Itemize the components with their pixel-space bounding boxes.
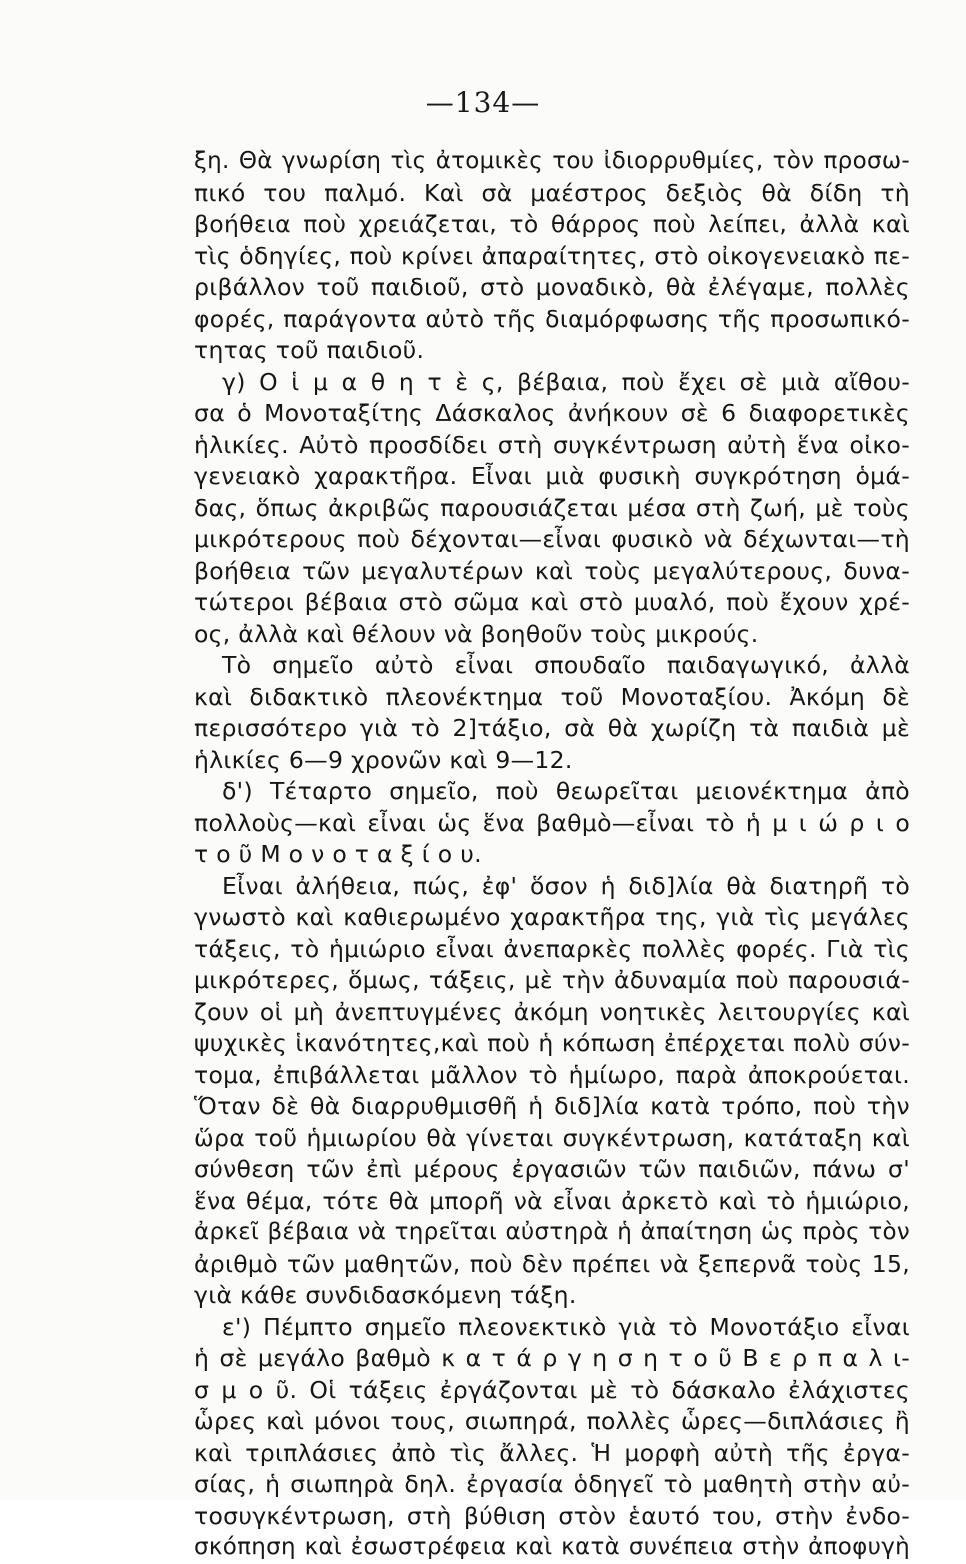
body-text [194,146,910,1564]
text-line: ὧρες καὶ μόνοι τους, σιωπηρά, πολλὲς ὧρες—διπλάσιες ἢ [194,1407,910,1435]
text-line: ἀριθμὸ τῶν μαθητῶν, ποὺ δὲν πρέπει νὰ ξεπερνᾶ τοὺς 15, [194,1249,910,1278]
text-line: σκόπηση καὶ ἐσωστρέφεια καὶ κατὰ συνέπεια στὴν ἀποφυγὴ [194,1534,910,1560]
text-line: φορές, παράγοντα αὐτὸ τῆς διαμόρφωσης τῆς προσωπικό- [194,304,910,333]
text-line: περισσότερο γιὰ τὸ 2]τάξιο, σὰ θὰ χωρίζη τὰ παιδιὰ μὲ [194,714,910,742]
text-line: ε') Πέμπτο σημεῖο πλεονεκτικὸ γιὰ τὸ Μονοτάξιο εἶναι [222,1312,910,1341]
text-line: ὥρα τοῦ ἡμιωρίου θὰ γίνεται συγκέντρωση, κατάταξη καὶ [194,1123,910,1152]
text-line: γενειακὸ χαρακτῆρα. Εἶναι μιὰ φυσικὴ συγκρότηση ὁμά- [194,462,910,490]
text-line: βοήθεια τῶν μεγαλυτέρων καὶ τοὺς μεγαλύτερους, δυνα- [194,556,910,585]
text-line: μικρότερες, ὅμως, τάξεις, μὲ τὴν ἀδυναμία ποὺ παρουσιά- [194,966,910,994]
text-line: τ ο ῦ Μ ο ν ο τ α ξ ί ο υ. [194,840,482,868]
text-line: ἀρκεῖ βέβαια νὰ τηρεῖται αὐστηρὰ ἡ ἀπαίτηση ὡς πρὸς τὸν [194,1219,910,1245]
text-line: μικρότερους ποὺ δέχονται—εἶναι φυσικὸ νὰ δέχωνται—τὴ [194,525,910,553]
text-line: σίας, ἡ σιωπηρὰ δηλ. ἐργασία ὁδηγεῖ τὸ μαθητὴ στὴν αὐ- [194,1470,910,1498]
text-line: καὶ τριπλάσιες ἀπὸ τὶς ἄλλες. Ἡ μορφὴ αὐτὴ τῆς ἐργα- [194,1438,910,1467]
text-line: ἡλικίες. Αὐτὸ προσδίδει στὴ συγκέντρωση αὐτὴ ἕνα οἰκο- [194,430,910,459]
text-line: τάξεις, τὸ ἡμιώριο εἶναι ἀνεπαρκὲς πολλὲς φορές. Γιὰ τὶς [194,934,910,963]
text-line: τώτεροι βέβαια στὸ σῶμα καὶ στὸ μυαλό, ποὺ ἔχουν χρέ- [194,588,910,616]
text-line: καὶ διδακτικὸ πλεονέκτημα τοῦ Μονοταξίου. Ἀκόμη δὲ [194,682,910,711]
text-line: ζουν οἱ μὴ ἀνεπτυγμένες ἀκόμη νοητικὲς λειτουργίες καὶ [194,997,910,1026]
text-line: ἡλικίες 6—9 χρονῶν καὶ 9—12. [194,745,573,774]
text-line: Τὸ σημεῖο αὐτὸ εἶναι σπουδαῖο παιδαγωγικό, ἀλλὰ [222,651,910,679]
text-line: Εἶναι ἀλήθεια, πώς, ἐφ' ὅσον ἡ διδ]λία θὰ διατηρῆ τὸ [222,871,910,900]
text-line: σ μ ο ῦ. Οἱ τάξεις ἐργάζονται μὲ τὸ δάσκαλο ἐλάχιστες [194,1375,910,1404]
text-line: τητας τοῦ παιδιοῦ. [194,336,425,364]
text-line: ξη. Θὰ γνωρίση τὶς ἀτομικὲς του ἰδιορρυθμίες, τὸν προσω- [194,148,910,174]
text-line: πικό του παλμό. Καὶ σὰ μαέστρος δεξιὸς θὰ δίδη τὴ [194,178,910,207]
text-line: ριβάλλον τοῦ παιδιοῦ, στὸ μοναδικὸ, θὰ ἐλέγαμε, πολλὲς [194,273,910,301]
text-line: γ) Ο ἱ μ α θ η τ ὲ ς, βέβαια, ποὺ ἔχει σὲ μιὰ αἴθου- [222,367,910,396]
text-line: πολλοὺς—καὶ εἶναι ὡς ἕνα βαθμὸ—εἶναι τὸ ἡ μ ι ώ ρ ι ο [194,808,910,837]
text-line: τὶς ὁδηγίες, ποὺ κρίνει ἀπαραίτητες, στὸ οἰκογενειακὸ πε- [194,241,910,270]
text-line: ψυχικὲς ἱκανότητες,καὶ ποὺ ἡ κόπωση ἐπέρχεται πολὺ σύν- [194,1029,910,1057]
text-line: ἕνα θέμα, τότε θὰ μπορῆ νὰ εἶναι ἀρκετὸ καὶ τὸ ἡμιώριο, [194,1186,910,1215]
text-line: ος, ἀλλὰ καὶ θέλουν νὰ βοηθοῦν τοὺς μικρούς. [194,619,759,648]
text-line: δας, ὅπως ἀκριβῶς παρουσιάζεται μέσα στὴ ζωή, μὲ τοὺς [194,493,910,522]
text-line: Ὅταν δὲ θὰ διαρρυθμισθῆ ἡ διδ]λία κατὰ τρόπο, ποὺ τὴν [194,1092,910,1120]
text-line: γνωστὸ καὶ καθιερωμένο χαρακτῆρα της, γιὰ τὶς μεγάλες [194,903,910,931]
text-line: σύνθεση τῶν ἐπὶ μέρους ἐργασιῶν τῶν παιδιῶν, πάνω σ' [194,1155,910,1183]
text-line: γιὰ κάθε συνδιδασκόμενη τάξη. [194,1281,577,1309]
text-line: τομα, ἐπιβάλλεται μᾶλλον τὸ ἡμίωρο, παρὰ ἀποκρούεται. [194,1060,910,1089]
text-line: τοσυγκέντρωση, στὴ βύθιση στὸν ἑαυτό του, στὴν ἐνδο- [194,1501,910,1530]
text-line: δ') Τέταρτο σημεῖο, ποὺ θεωρεῖται μειονέκτημα ἀπὸ [222,777,910,805]
text-line: σα ὁ Μονοταξίτης Δάσκαλος ἀνήκουν σὲ 6 διαφορετικὲς [194,399,910,427]
text-line: ἡ σὲ μεγάλο βαθμὸ κ α τ ά ρ γ η σ η τ ο ῦ Β ε ρ π α λ ι- [194,1344,910,1372]
text-line: βοήθεια ποὺ χρειάζεται, τὸ θάρρος ποὺ λείπει, ἀλλὰ καὶ [194,210,910,238]
page-number: —134— [425,86,541,119]
